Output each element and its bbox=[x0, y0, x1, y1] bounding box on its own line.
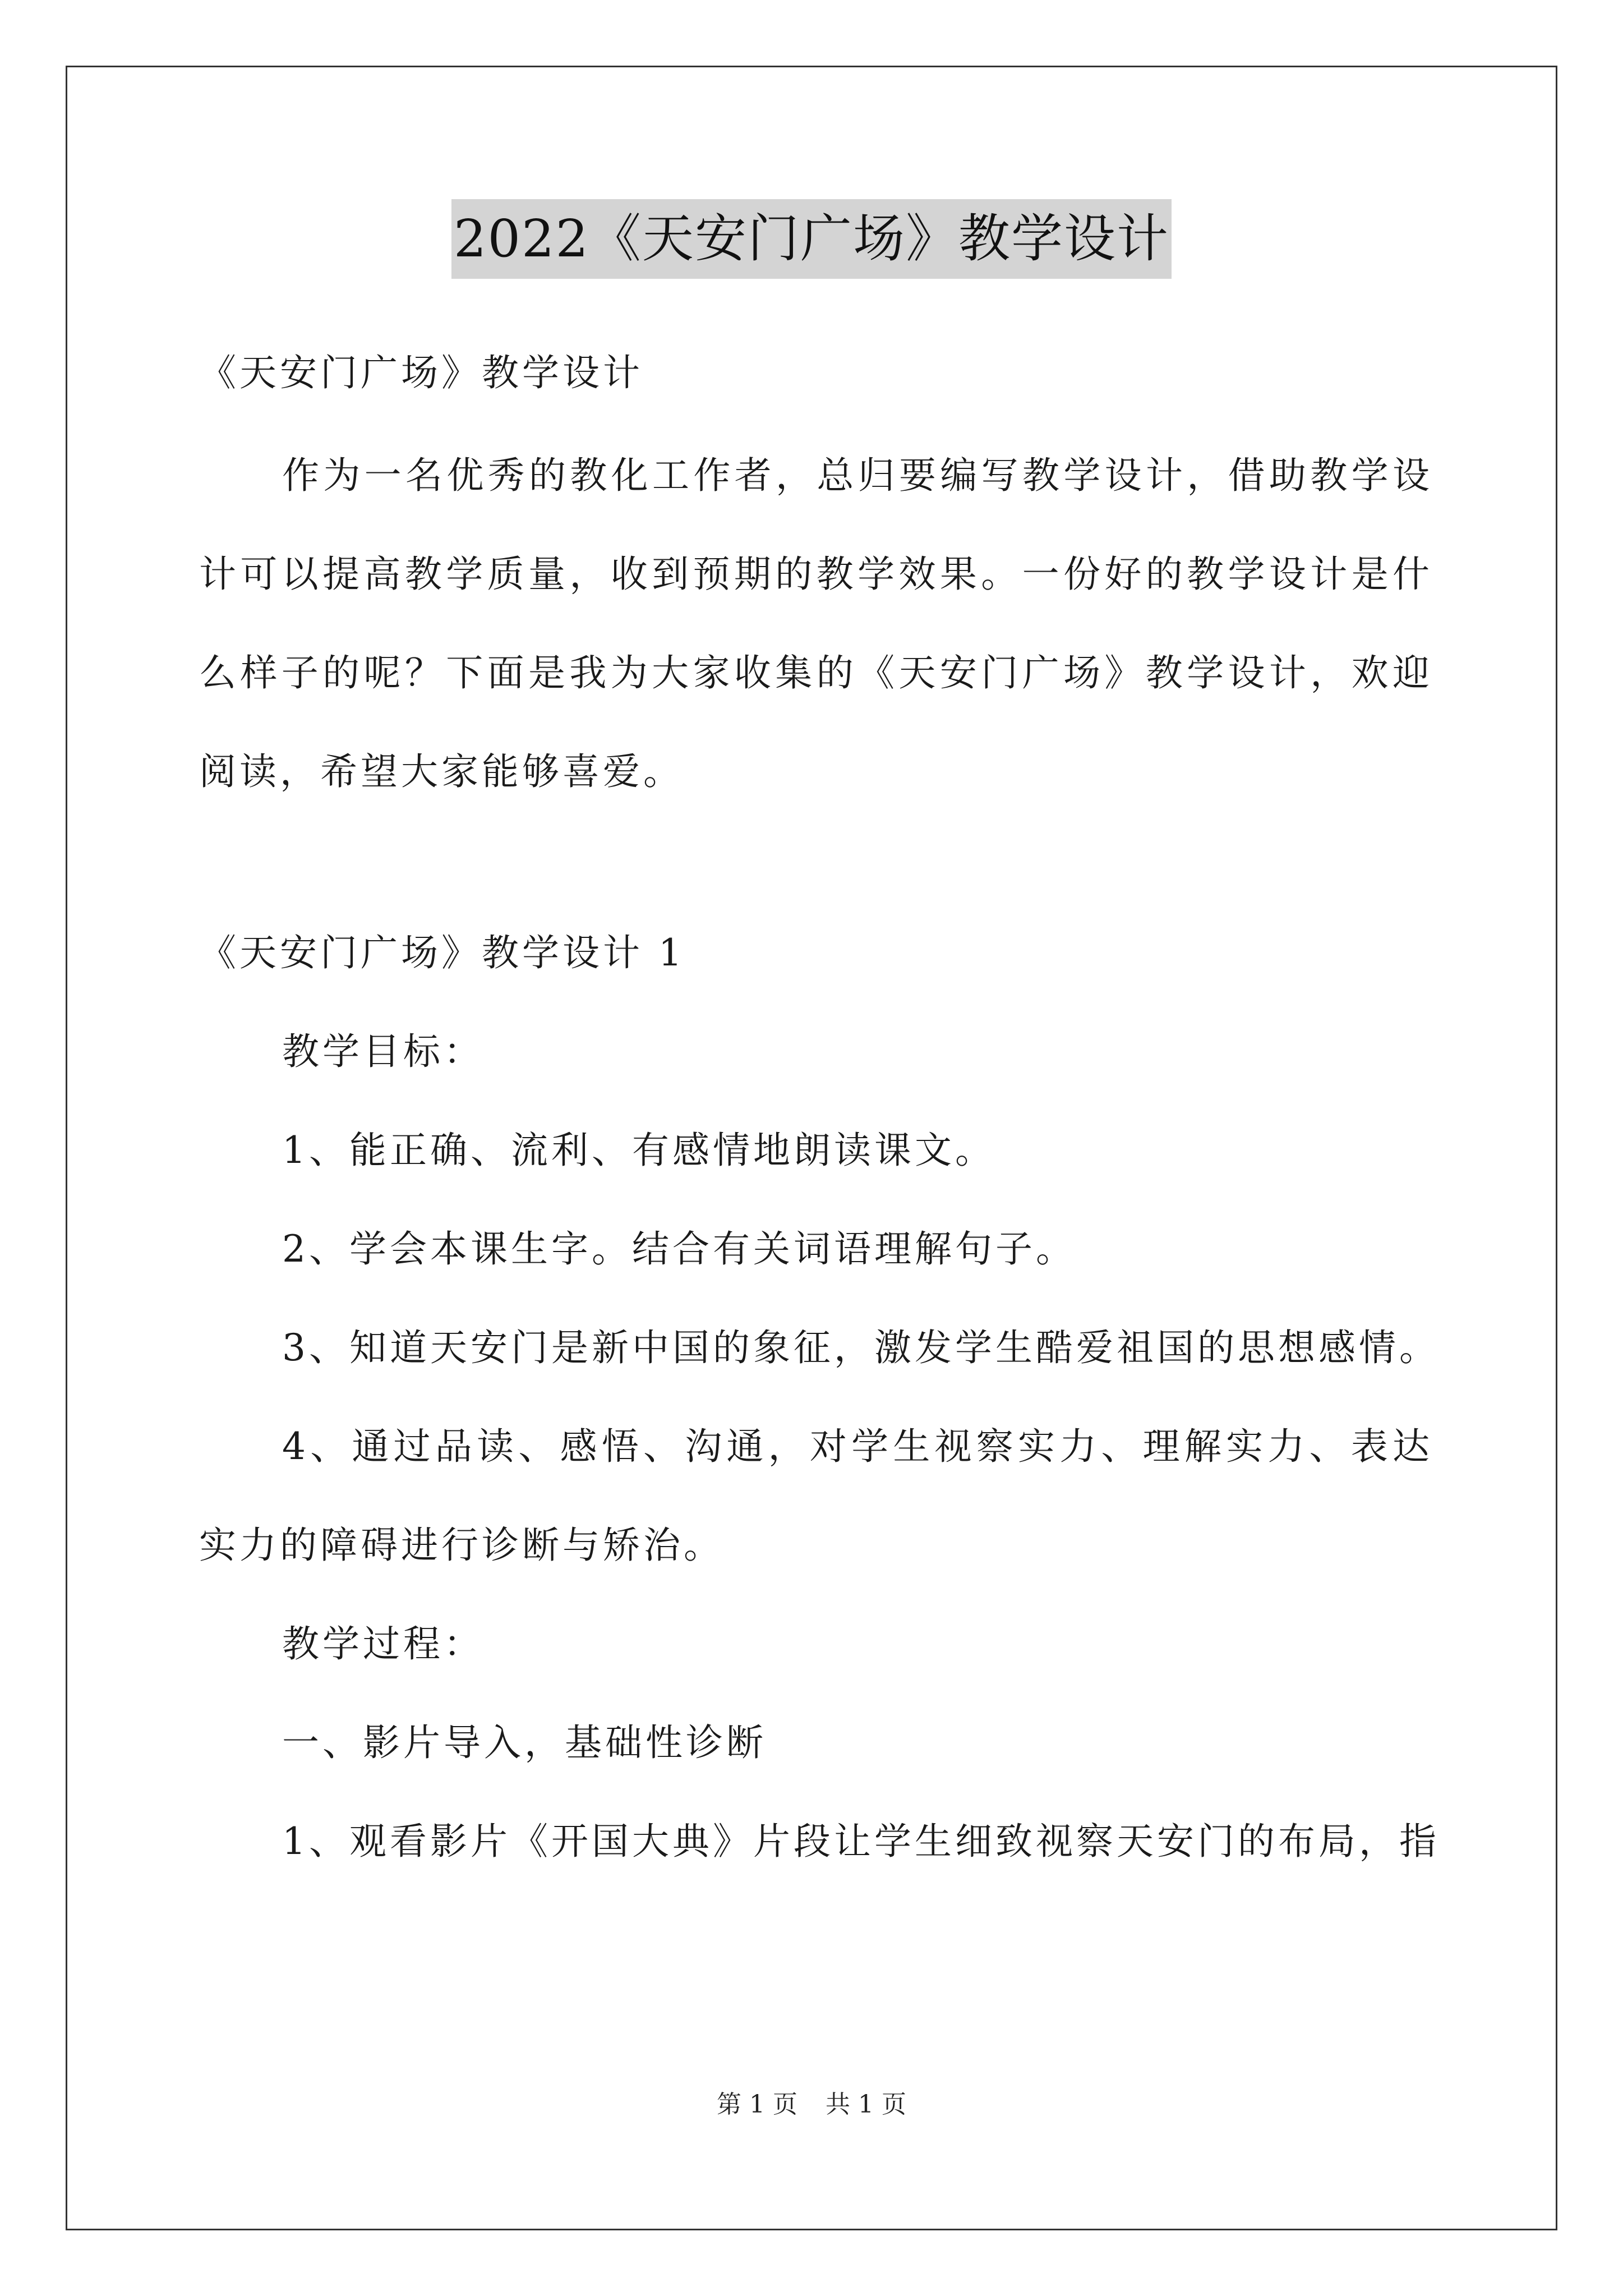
page-footer bbox=[0, 2088, 1623, 2122]
document-body bbox=[199, 348, 1440, 1867]
title-container bbox=[0, 199, 1623, 279]
goals-label: 教学目标： bbox=[282, 1030, 484, 1073]
document-subtitle: 《天安门广场》教学设计 bbox=[199, 351, 643, 394]
step-heading: 一、影片导入，基础性诊断 bbox=[282, 1721, 767, 1764]
document-title: 2022《天安门广场》教学设计 bbox=[451, 199, 1172, 279]
page-number-total: 共 1 页 bbox=[826, 2090, 906, 2119]
step-item-1: 1、观看影片《开国大典》片段让学生细致视察天安门的布局，指 bbox=[282, 1820, 1440, 1863]
goal-item-3: 3、知道天安门是新中国的象征，激发学生酷爱祖国的思想感情。 bbox=[282, 1326, 1440, 1369]
page-number-current: 第 1 页 bbox=[717, 2090, 797, 2119]
intro-paragraph: 作为一名优秀的教化工作者，总归要编写教学设计，借助教学设计可以提高教学质量，收到预期的教学效果。一份好的教学设计是什么样子的呢？下面是我为大家收集的《天安门广场》教学设计，欢迎阅读，希望大家能够喜爱。 bbox=[199, 454, 1433, 793]
goal-item-2: 2、学会本课生字。结合有关词语理解句子。 bbox=[282, 1227, 1076, 1271]
goal-item-1: 1、能正确、流利、有感情地朗读课文。 bbox=[282, 1129, 995, 1172]
process-label: 教学过程： bbox=[282, 1622, 484, 1665]
goal-item-4: 4、通过品读、感悟、沟通，对学生视察实力、理解实力、表达实力的障碍进行诊断与矫治。 bbox=[199, 1425, 1433, 1567]
section-heading: 《天安门广场》教学设计 1 bbox=[199, 931, 685, 974]
